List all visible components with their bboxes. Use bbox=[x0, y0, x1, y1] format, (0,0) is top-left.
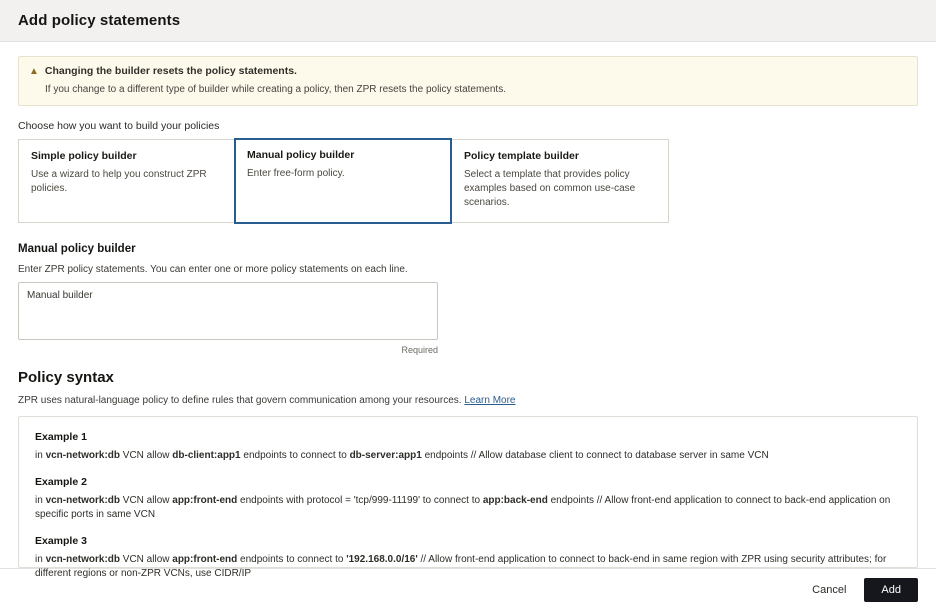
example-title: Example 2 bbox=[35, 476, 87, 488]
card-title: Policy template builder bbox=[464, 150, 579, 162]
dialog-header bbox=[0, 0, 936, 42]
builder-chooser bbox=[18, 139, 918, 223]
policy-examples-panel bbox=[18, 416, 918, 579]
dialog-body bbox=[0, 42, 936, 579]
add-button[interactable]: Add bbox=[864, 578, 918, 602]
example-item bbox=[35, 535, 901, 581]
card-title: Manual policy builder bbox=[247, 149, 355, 161]
policy-syntax-description bbox=[18, 395, 918, 406]
required-label: Required bbox=[401, 345, 438, 355]
example-title: Example 3 bbox=[35, 535, 87, 547]
example-item bbox=[35, 476, 901, 522]
example-title: Example 1 bbox=[35, 431, 87, 443]
example-body: in vcn-network:db VCN allow app:front-end endpoints with protocol = 'tcp/999-11199' to connect to app:back-end endpoints // Allow front-end application to connect to back-end application on specific ports in same VCN bbox=[35, 495, 891, 520]
cancel-button[interactable]: Cancel bbox=[808, 579, 850, 601]
card-policy-template-builder[interactable] bbox=[451, 139, 669, 223]
card-description: Use a wizard to help you construct ZPR policies. bbox=[31, 169, 207, 194]
warning-text: If you change to a different type of builder while creating a policy, then ZPR resets the policy statements. bbox=[45, 84, 506, 95]
warning-triangle-icon: ▲ bbox=[29, 66, 39, 77]
manual-builder-heading: Manual policy builder bbox=[18, 243, 136, 255]
builder-reset-warning bbox=[18, 56, 918, 106]
warning-title: Changing the builder resets the policy statements. bbox=[44, 65, 297, 77]
builder-chooser-label: Choose how you want to build your policies bbox=[18, 120, 220, 132]
manual-builder-help: Enter ZPR policy statements. You can enter one or more policy statements on each line. bbox=[18, 264, 408, 275]
example-item bbox=[35, 431, 901, 463]
card-description: Enter free-form policy. bbox=[247, 168, 345, 179]
example-body: in vcn-network:db VCN allow db-client:app1 endpoints to connect to db-server:app1 endpoints // Allow database client to connect to database server in same VCN bbox=[35, 450, 769, 461]
policy-syntax-description-text: ZPR uses natural-language policy to define rules that govern communication among your resources. bbox=[18, 395, 462, 406]
card-title: Simple policy builder bbox=[31, 150, 137, 162]
page-title: Add policy statements bbox=[18, 12, 181, 29]
card-simple-policy-builder[interactable] bbox=[18, 139, 236, 223]
example-body: in vcn-network:db VCN allow app:front-end endpoints to connect to '192.168.0.0/16' // Allow front-end application to connect to back-end in same region with ZPR using security attributes; for different regions or non-ZPR VCNs, use CIDR/IP bbox=[35, 554, 887, 579]
policy-statements-textarea[interactable] bbox=[18, 282, 438, 340]
manual-builder-field bbox=[18, 282, 438, 355]
policy-syntax-heading: Policy syntax bbox=[18, 369, 114, 386]
card-manual-policy-builder[interactable] bbox=[234, 138, 452, 224]
card-description: Select a template that provides policy examples based on common use-case scenarios. bbox=[464, 169, 636, 208]
learn-more-link[interactable]: Learn More bbox=[464, 395, 516, 406]
